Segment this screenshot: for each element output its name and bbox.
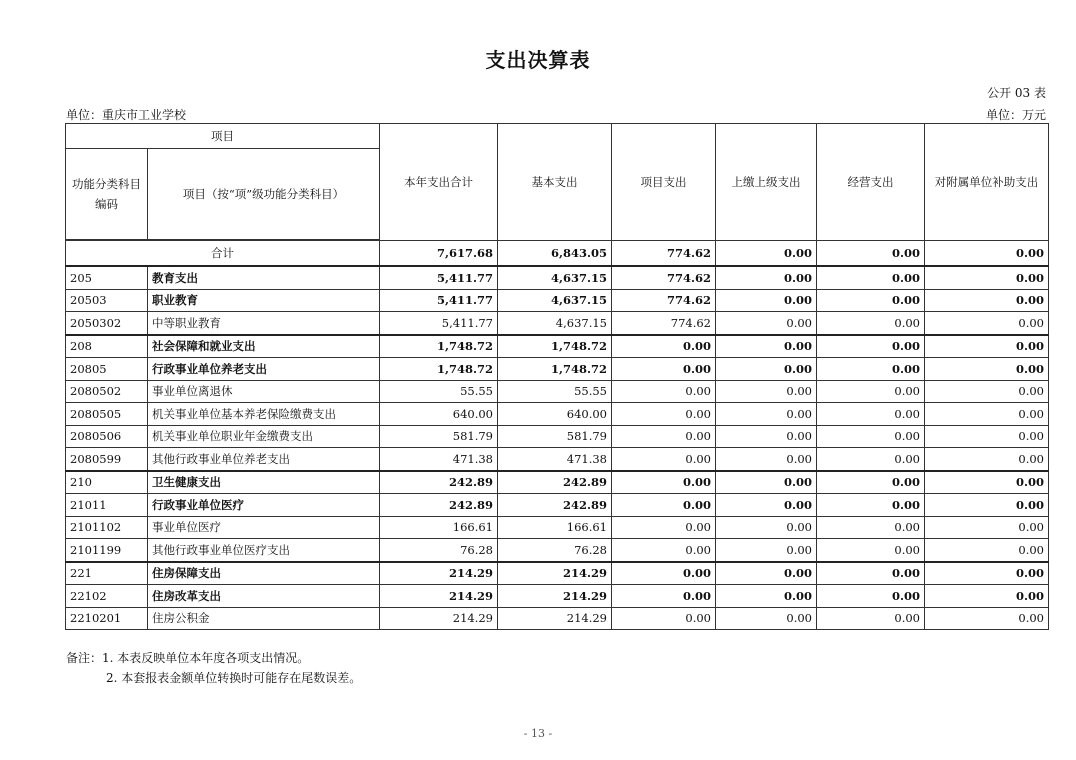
table-row (66, 585, 1049, 608)
cell-business: 0.00 (817, 516, 925, 539)
form-number: 公开 03 表 (987, 86, 1046, 100)
cell-name: 职业教育 (148, 289, 380, 312)
table-row (66, 539, 1049, 562)
table-row (66, 312, 1049, 335)
cell-project: 0.00 (612, 539, 716, 562)
cell-name: 教育支出 (148, 266, 380, 289)
cell-upper: 0.00 (716, 562, 817, 585)
cell-upper: 0.00 (716, 312, 817, 335)
table-row (66, 607, 1049, 630)
cell-project: 0.00 (612, 403, 716, 426)
cell-total: 214.29 (380, 585, 498, 608)
cell-subsidy: 0.00 (925, 266, 1049, 289)
cell-name: 其他行政事业单位养老支出 (148, 448, 380, 471)
cell-total: 640.00 (380, 403, 498, 426)
cell-subsidy: 0.00 (925, 335, 1049, 358)
cell-total: 471.38 (380, 448, 498, 471)
total-basic: 6,843.05 (498, 241, 612, 267)
header-business: 经营支出 (817, 124, 925, 241)
cell-name: 机关事业单位职业年金缴费支出 (148, 425, 380, 448)
cell-total: 1,748.72 (380, 358, 498, 381)
cell-code: 2101199 (66, 539, 148, 562)
cell-project: 0.00 (612, 585, 716, 608)
table-row (66, 358, 1049, 381)
cell-business: 0.00 (817, 585, 925, 608)
page-title: 支出决算表 (485, 48, 591, 72)
cell-business: 0.00 (817, 312, 925, 335)
cell-project: 774.62 (612, 289, 716, 312)
header-total: 本年支出合计 (380, 124, 498, 241)
currency-unit: 单位：万元 (985, 108, 1046, 122)
cell-upper: 0.00 (716, 266, 817, 289)
cell-basic: 471.38 (498, 448, 612, 471)
cell-business: 0.00 (817, 471, 925, 494)
header-project: 项目支出 (612, 124, 716, 241)
header-item-desc: 项目（按“项”级功能分类科目） (148, 149, 380, 240)
cell-total: 214.29 (380, 562, 498, 585)
cell-upper: 0.00 (716, 403, 817, 426)
cell-upper: 0.00 (716, 516, 817, 539)
cell-basic: 242.89 (498, 471, 612, 494)
total-upper: 0.00 (716, 241, 817, 267)
cell-code: 205 (66, 266, 148, 289)
cell-subsidy: 0.00 (925, 539, 1049, 562)
table-row (66, 289, 1049, 312)
cell-basic: 242.89 (498, 494, 612, 517)
table-row (66, 516, 1049, 539)
cell-code: 2080599 (66, 448, 148, 471)
cell-business: 0.00 (817, 607, 925, 630)
cell-upper: 0.00 (716, 448, 817, 471)
cell-business: 0.00 (817, 380, 925, 403)
cell-code: 2080505 (66, 403, 148, 426)
cell-name: 住房保障支出 (148, 562, 380, 585)
cell-project: 0.00 (612, 358, 716, 381)
cell-code: 2080502 (66, 380, 148, 403)
cell-subsidy: 0.00 (925, 358, 1049, 381)
cell-project: 0.00 (612, 471, 716, 494)
table-row (66, 494, 1049, 517)
cell-total: 581.79 (380, 425, 498, 448)
cell-total: 1,748.72 (380, 335, 498, 358)
cell-name: 卫生健康支出 (148, 471, 380, 494)
cell-project: 0.00 (612, 380, 716, 403)
cell-business: 0.00 (817, 289, 925, 312)
cell-business: 0.00 (817, 358, 925, 381)
cell-code: 221 (66, 562, 148, 585)
cell-code: 2050302 (66, 312, 148, 335)
cell-total: 5,411.77 (380, 266, 498, 289)
cell-basic: 581.79 (498, 425, 612, 448)
cell-subsidy: 0.00 (925, 585, 1049, 608)
header-subsidy: 对附属单位补助支出 (925, 124, 1049, 241)
cell-project: 0.00 (612, 562, 716, 585)
header-basic: 基本支出 (498, 124, 612, 241)
cell-subsidy: 0.00 (925, 562, 1049, 585)
total-label: 合计 (66, 241, 380, 267)
cell-subsidy: 0.00 (925, 607, 1049, 630)
cell-basic: 214.29 (498, 562, 612, 585)
cell-code: 21011 (66, 494, 148, 517)
cell-business: 0.00 (817, 494, 925, 517)
cell-subsidy: 0.00 (925, 494, 1049, 517)
cell-subsidy: 0.00 (925, 403, 1049, 426)
cell-total: 166.61 (380, 516, 498, 539)
cell-project: 0.00 (612, 516, 716, 539)
cell-basic: 640.00 (498, 403, 612, 426)
cell-code: 2210201 (66, 607, 148, 630)
cell-subsidy: 0.00 (925, 380, 1049, 403)
header-upper: 上缴上级支出 (716, 124, 817, 241)
cell-code: 20503 (66, 289, 148, 312)
notes (66, 648, 361, 688)
expenditure-table (65, 123, 1049, 630)
cell-subsidy: 0.00 (925, 516, 1049, 539)
cell-business: 0.00 (817, 403, 925, 426)
cell-total: 5,411.77 (380, 289, 498, 312)
cell-name: 行政事业单位医疗 (148, 494, 380, 517)
total-subsidy: 0.00 (925, 241, 1049, 267)
cell-business: 0.00 (817, 425, 925, 448)
total-total: 7,617.68 (380, 241, 498, 267)
cell-subsidy: 0.00 (925, 312, 1049, 335)
header-func-code: 功能分类科目编码 (66, 149, 148, 240)
cell-total: 76.28 (380, 539, 498, 562)
cell-total: 242.89 (380, 471, 498, 494)
cell-total: 242.89 (380, 494, 498, 517)
cell-business: 0.00 (817, 539, 925, 562)
cell-name: 其他行政事业单位医疗支出 (148, 539, 380, 562)
cell-basic: 1,748.72 (498, 335, 612, 358)
cell-project: 774.62 (612, 266, 716, 289)
cell-code: 20805 (66, 358, 148, 381)
cell-name: 社会保障和就业支出 (148, 335, 380, 358)
cell-basic: 214.29 (498, 607, 612, 630)
cell-total: 55.55 (380, 380, 498, 403)
cell-basic: 4,637.15 (498, 266, 612, 289)
note-2: 2. 本套报表金额单位转换时可能存在尾数误差。 (106, 671, 362, 685)
cell-upper: 0.00 (716, 585, 817, 608)
cell-project: 0.00 (612, 494, 716, 517)
cell-code: 2101102 (66, 516, 148, 539)
cell-name: 事业单位医疗 (148, 516, 380, 539)
header-item: 项目 (66, 124, 380, 149)
cell-basic: 166.61 (498, 516, 612, 539)
total-project: 774.62 (612, 241, 716, 267)
cell-upper: 0.00 (716, 380, 817, 403)
total-business: 0.00 (817, 241, 925, 267)
cell-business: 0.00 (817, 448, 925, 471)
cell-subsidy: 0.00 (925, 448, 1049, 471)
cell-code: 2080506 (66, 425, 148, 448)
cell-name: 事业单位离退休 (148, 380, 380, 403)
cell-total: 214.29 (380, 607, 498, 630)
table-row (66, 562, 1049, 585)
cell-basic: 1,748.72 (498, 358, 612, 381)
cell-name: 住房改革支出 (148, 585, 380, 608)
cell-subsidy: 0.00 (925, 289, 1049, 312)
cell-basic: 76.28 (498, 539, 612, 562)
cell-upper: 0.00 (716, 425, 817, 448)
total-row (66, 241, 1049, 267)
table-row (66, 380, 1049, 403)
table-row (66, 403, 1049, 426)
cell-upper: 0.00 (716, 607, 817, 630)
cell-code: 208 (66, 335, 148, 358)
cell-name: 中等职业教育 (148, 312, 380, 335)
cell-upper: 0.00 (716, 335, 817, 358)
cell-upper: 0.00 (716, 539, 817, 562)
cell-project: 0.00 (612, 607, 716, 630)
cell-basic: 4,637.15 (498, 289, 612, 312)
cell-project: 0.00 (612, 335, 716, 358)
cell-basic: 55.55 (498, 380, 612, 403)
cell-upper: 0.00 (716, 289, 817, 312)
cell-business: 0.00 (817, 562, 925, 585)
cell-code: 210 (66, 471, 148, 494)
cell-name: 行政事业单位养老支出 (148, 358, 380, 381)
table-row (66, 425, 1049, 448)
cell-business: 0.00 (817, 335, 925, 358)
cell-name: 住房公积金 (148, 607, 380, 630)
cell-project: 774.62 (612, 312, 716, 335)
page-number: - 13 - (523, 727, 553, 740)
cell-upper: 0.00 (716, 494, 817, 517)
cell-upper: 0.00 (716, 358, 817, 381)
table-row (66, 266, 1049, 289)
cell-project: 0.00 (612, 425, 716, 448)
cell-total: 5,411.77 (380, 312, 498, 335)
cell-upper: 0.00 (716, 471, 817, 494)
cell-business: 0.00 (817, 266, 925, 289)
cell-basic: 214.29 (498, 585, 612, 608)
note-1: 备注：1. 本表反映单位本年度各项支出情况。 (66, 651, 310, 665)
cell-basic: 4,637.15 (498, 312, 612, 335)
table-row (66, 335, 1049, 358)
reporting-unit: 单位：重庆市工业学校 (66, 108, 187, 122)
table-row (66, 471, 1049, 494)
cell-project: 0.00 (612, 448, 716, 471)
cell-subsidy: 0.00 (925, 471, 1049, 494)
table-row (66, 448, 1049, 471)
cell-name: 机关事业单位基本养老保险缴费支出 (148, 403, 380, 426)
cell-subsidy: 0.00 (925, 425, 1049, 448)
cell-code: 22102 (66, 585, 148, 608)
